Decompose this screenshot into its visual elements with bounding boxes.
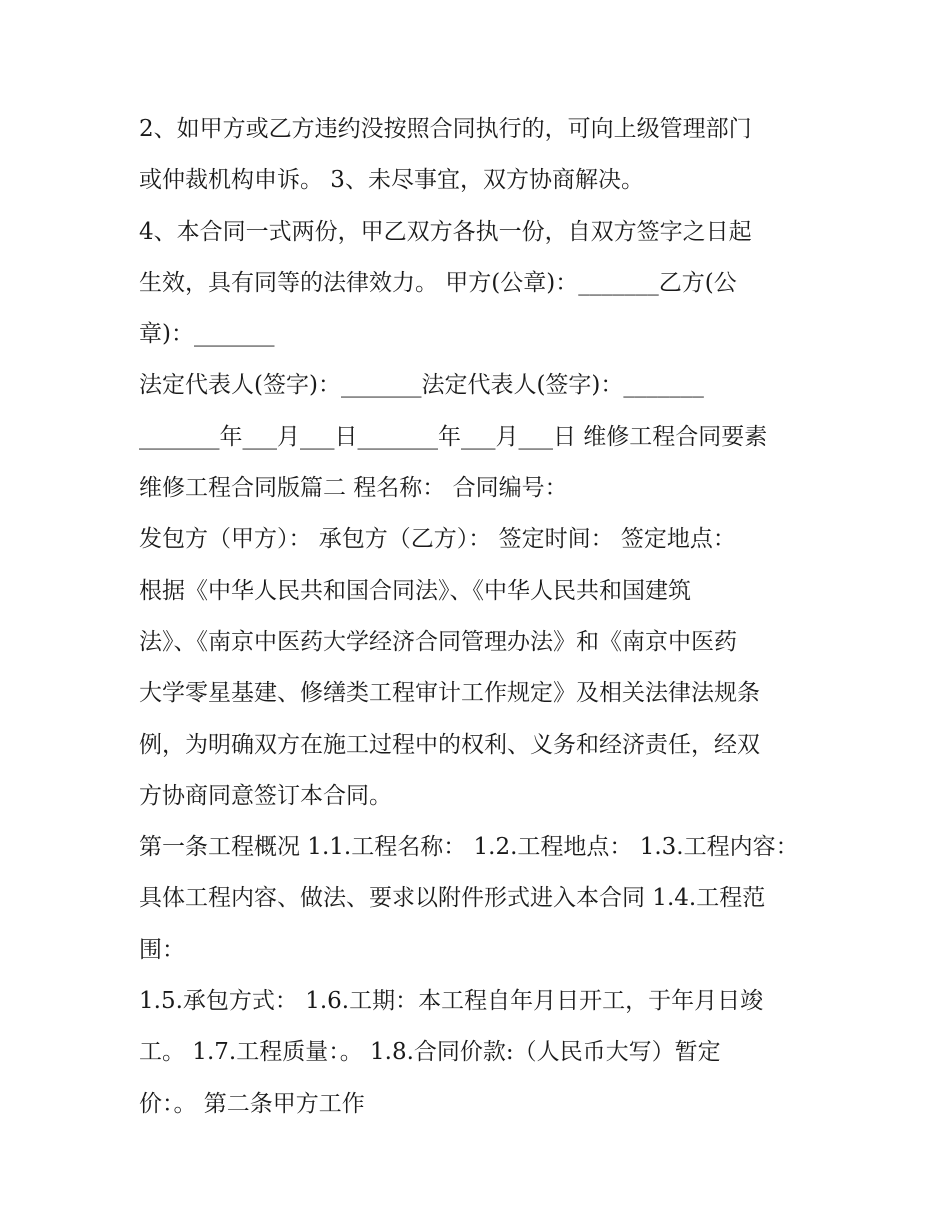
text-line: 第一条工程概况 1.1.工程名称： 1.2.工程地点： 1.3.工程内容：: [139, 834, 799, 861]
text-line: 例，为明确双方在施工过程中的权利、义务和经济责任，经双: [139, 731, 760, 758]
text-line: 维修工程合同版篇二 程名称： 合同编号：: [139, 475, 568, 502]
text-line: 1.5.承包方式： 1.6.工期：本工程自年月日开工，于年月日竣: [139, 988, 764, 1015]
text-line: 工。 1.7.工程质量：。 1.8.合同价款:（人民币大写）暂定: [139, 1039, 721, 1066]
text-line: 法定代表人(签字)：_______法定代表人(签字)：_______: [139, 372, 704, 399]
text-line: 发包方（甲方）： 承包方（乙方）： 签定时间： 签定地点：: [139, 526, 736, 553]
text-line: 围：: [139, 936, 185, 963]
text-line: 或仲裁机构申诉。 3、未尽事宜，双方协商解决。: [139, 167, 644, 194]
text-line: 大学零星基建、修缮类工程审计工作规定》及相关法律法规条: [139, 680, 760, 707]
text-line: 2、如甲方或乙方违约没按照合同执行的，可向上级管理部门: [139, 116, 752, 142]
text-line: 具体工程内容、做法、要求以附件形式进入本合同 1.4.工程范: [139, 885, 766, 912]
text-line: 价：。 第二条甲方工作: [139, 1090, 365, 1117]
text-line: 方协商同意签订本合同。: [139, 782, 392, 809]
text-line: _______年___月___日_______年___月___日 维修工程合同要素: [139, 423, 768, 450]
text-line: 根据《中华人民共和国合同法》、《中华人民共和国建筑: [139, 577, 691, 604]
text-line: 法》、《南京中医药大学经济合同管理办法》和《南京中医药: [139, 628, 737, 655]
text-line: 章)：_______: [139, 321, 275, 348]
document-body: [139, 104, 819, 1130]
text-line: 生效，具有同等的法律效力。 甲方(公章)：_______乙方(公: [139, 269, 737, 296]
text-line: 4、本合同一式两份，甲乙双方各执一份，自双方签字之日起: [139, 218, 752, 245]
